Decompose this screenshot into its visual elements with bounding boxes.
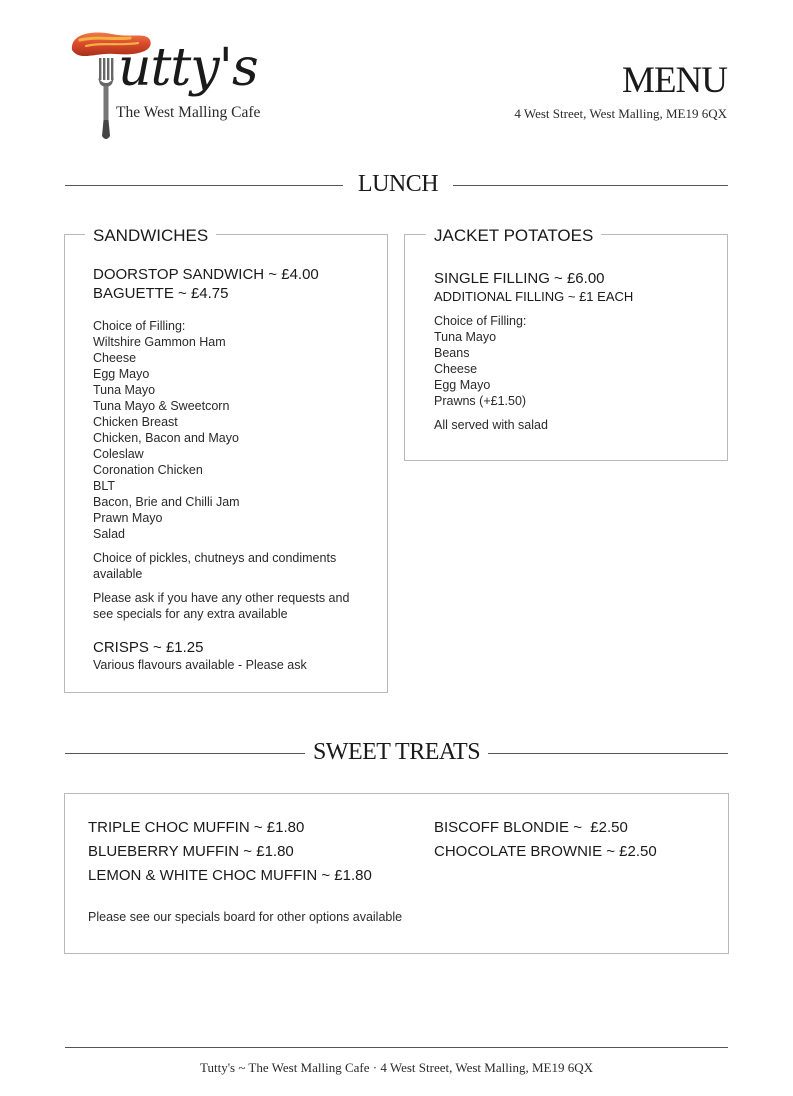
list-item: Prawn Mayo [93,511,163,525]
treat-item: TRIPLE CHOC MUFFIN ~ £1.80 [88,819,305,836]
list-item: Beans [434,346,470,360]
list-item: Coleslaw [93,447,144,461]
list-item: Chicken Breast [93,415,178,429]
sandwich-fillings-list [93,334,373,542]
treat-item: BLUEBERRY MUFFIN ~ £1.80 [88,843,294,860]
footer-text: Tutty's ~ The West Malling Cafe · 4 West Street, West Malling, ME19 6QX [200,1060,593,1075]
sandwiches-content [93,265,373,673]
jacket-potatoes-title: JACKET POTATOES [426,227,601,244]
list-item: Tuna Mayo & Sweetcorn [93,399,230,413]
jacket-salad-note: All served with salad [434,418,548,432]
list-item: Tuna Mayo [93,383,156,397]
lunch-title: LUNCH [357,171,439,197]
list-item: Bacon, Brie and Chilli Jam [93,495,240,509]
cafe-logo [66,28,296,143]
treat-item: CHOCOLATE BROWNIE ~ £2.50 [434,843,657,860]
sweet-right-column [434,816,657,864]
footer-rule [65,1047,728,1048]
sandwiches-title: SANDWICHES [85,227,216,244]
single-filling-price: SINGLE FILLING ~ £6.00 [434,270,605,287]
requests-note: Please ask if you have any other requests and see specials for any extra available [93,591,350,621]
crisps-note: Various flavours available - Please ask [93,658,307,672]
list-item: Wiltshire Gammon Ham [93,335,226,349]
list-item: BLT [93,479,115,493]
additional-filling-price: ADDITIONAL FILLING ~ £1 EACH [434,289,634,304]
list-item: Chicken, Bacon and Mayo [93,431,239,445]
lunch-rule-left [65,185,343,186]
jacket-fillings-heading: Choice of Filling: [434,314,527,328]
list-item: Prawns (+£1.50) [434,394,527,408]
sweet-treats-title: SWEET TREATS [312,739,481,765]
lunch-rule-right [453,185,728,186]
list-item: Tuna Mayo [434,330,497,344]
jacket-content [434,269,714,433]
crisps-price: CRISPS ~ £1.25 [93,639,204,656]
jacket-fillings-list [434,329,714,409]
sweet-left-column [88,816,372,888]
list-item: Coronation Chicken [93,463,203,477]
list-item: Cheese [434,362,478,376]
list-item: Egg Mayo [434,378,491,392]
condiments-note: Choice of pickles, chutneys and condiments available [93,551,337,581]
header-address: 4 West Street, West Malling, ME19 6QX [514,106,727,121]
treat-item: LEMON & WHITE CHOC MUFFIN ~ £1.80 [88,867,372,884]
list-item: Salad [93,527,125,541]
sandwich-fillings-heading: Choice of Filling: [93,319,186,333]
treat-item: BISCOFF BLONDIE ~ £2.50 [434,819,628,836]
list-item: Egg Mayo [93,367,150,381]
sweet-rule-right [488,753,728,754]
baguette-price: BAGUETTE ~ £4.75 [93,285,229,302]
sweet-rule-left [65,753,305,754]
logo-tagline: The West Malling Cafe [116,104,261,121]
list-item: Cheese [93,351,137,365]
menu-title: MENU [622,60,727,101]
doorstop-price: DOORSTOP SANDWICH ~ £4.00 [93,266,319,283]
logo-script-text: utty's [118,38,258,98]
specials-note: Please see our specials board for other options available [88,910,403,924]
